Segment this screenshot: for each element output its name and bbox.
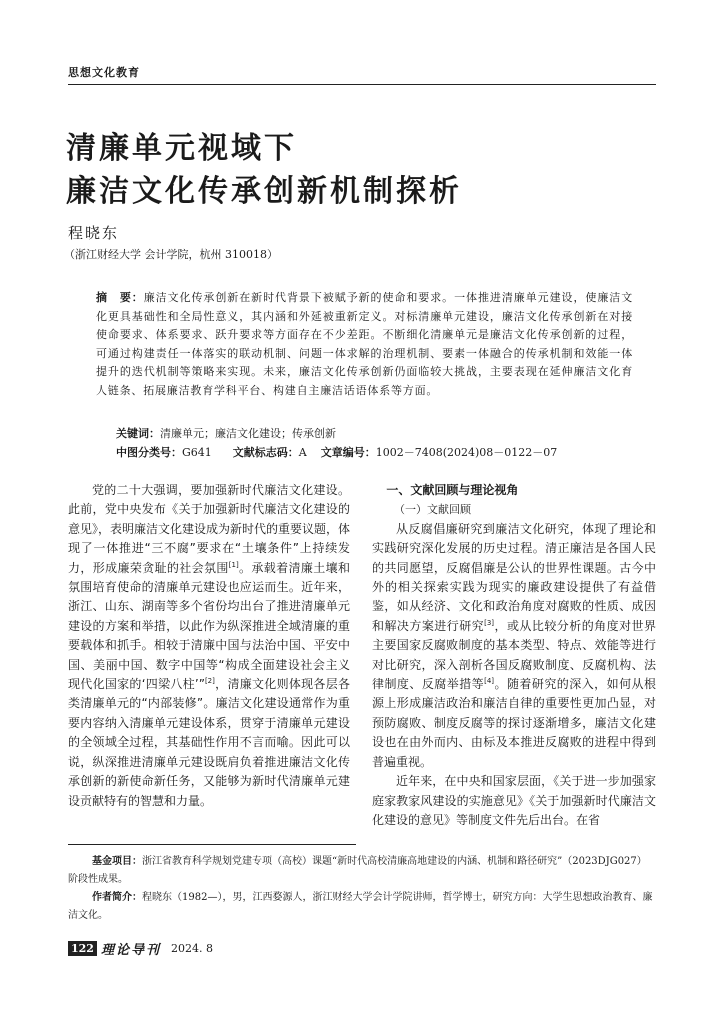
doc-code-label: 文献标志码：: [232, 446, 299, 459]
body-left-column: [68, 481, 350, 811]
keywords-label: 关键词：: [116, 427, 160, 440]
abstract-label: 摘 要：: [96, 291, 144, 304]
abstract-text: 廉洁文化传承创新在新时代背景下被赋予新的使命和要求。一体推进清廉单元建设，使廉洁文化更具基础性和全局性意义，其内涵和外延被重新定义。对标清廉单元建设，廉洁文化传承创新在对接使命要求、体系要求、跃升要求等方面存在不少差距。不断细化清廉单元是廉洁文化传承创新的过程，可通过构建责任一体落实的联动机制、问题一体求解的治理机制、要素一体融合的传承机制和效能一体提升的迭代机制等策略来实现。未来，廉洁文化传承创新仍面临较大挑战，主要表现在延伸廉洁文化育人链条、拓展廉洁教育学科平台、构建自主廉洁话语体系等方面。: [96, 291, 634, 397]
clc-label: 中图分类号：: [116, 446, 182, 459]
issue-label: 2024. 8: [170, 941, 213, 955]
fund-text: 浙江省教育科学规划党建专项（高校）课题“新时代高校清廉高地建设的内涵、机制和路径研究”（2023DJG027）阶段性成果。: [68, 856, 647, 885]
article-no-value: 1002－7408(2024)08－0122－07: [375, 446, 558, 459]
author-note: [68, 889, 656, 925]
title-line-1: 清廉单元视域下: [66, 131, 297, 166]
fund-label: 基金项目：: [92, 856, 142, 867]
citation: [3]: [484, 618, 495, 627]
subsection-heading: （一）文献回顾: [394, 503, 471, 517]
footnotes: [68, 853, 656, 925]
journal-name: 理论导刊: [100, 942, 161, 958]
author-name: 程晓东: [68, 224, 120, 242]
citation: [2]: [204, 677, 215, 686]
doc-code-value: A: [298, 446, 307, 459]
citation: [4]: [484, 677, 495, 686]
classification-line: [116, 444, 557, 460]
page-number: 122: [68, 941, 97, 956]
author-affiliation: （浙江财经大学 会计学院，杭州 310018）: [64, 248, 278, 261]
text-run: 。承载着清廉土壤和氛围培育使命的清廉单元建设也应运而生。近年来，浙江、山东、湖南等多个省份均出台了推进清廉单元建设的方案和举措，以此作为纵深推进全域清廉的重要载体和抓手。相较于清廉中国与法治中国、平安中国、美丽中国、数字中国等“构成全面建设社会主义现代化国家的‘四梁八柱’”: [68, 560, 350, 692]
citation: [1]: [228, 560, 239, 569]
keywords-text: 清廉单元；廉洁文化建设；传承创新: [160, 427, 336, 440]
author-bio-text: 程晓东（1982—），男，江西婺源人，浙江财经大学会计学院讲师，哲学博士，研究方向：大学生思想政治教育、廉洁文化。: [68, 892, 653, 921]
text-run: 党的二十大强调，要加强新时代廉洁文化建设。此前，党中央发布《关于加强新时代廉洁文化建设的意见》，表明廉洁文化建设成为新时代的重要议题，体现了一体推进“三不腐”要求在“土壤条件”上持续发力，形成廉荣贪耻的社会氛围: [68, 483, 351, 575]
text-run: 从反腐倡廉研究到廉洁文化研究，体现了理论和实践研究深化发展的历史过程。清正廉洁是各国人民的共同愿望，反腐倡廉是公认的世界性课题。古今中外的相关探索实践为现实的廉政建设提供了有益借鉴，如从经济、文化和政治角度对腐败的性质、成因和解决方案进行研究: [372, 521, 656, 633]
footnote-rule: [68, 844, 356, 845]
journal-section-label: 思想文化教育: [68, 66, 140, 79]
text-run: 。随着研究的深入，如何从根源上形成廉洁政治和廉洁自律的重要性更加凸显，对预防腐败、制度反腐等的探讨逐渐增多，廉洁文化建设也在由外而内、由标及本推进反腐败的进程中得到普遍重视。: [372, 677, 656, 769]
paragraph: 近年来，在中央和国家层面，《关于进一步加强家庭家教家风建设的实施意见》《关于加强新时代廉洁文化建设的意见》等制度文件先后出台。在省: [372, 774, 656, 827]
text-run: ，或从比较分析的角度对世界主要国家反腐败制度的基本类型、特点、效能等进行对比研究，深入剖析各国反腐败制度、反腐机构、法律制度、反腐举措等: [372, 618, 656, 692]
paragraph: [372, 520, 656, 772]
title-line-2: 廉洁文化传承创新机制探析: [66, 174, 462, 209]
paragraph: [68, 481, 350, 811]
clc-value: G641: [182, 446, 212, 459]
page-footer: [68, 938, 213, 958]
header-rule: [68, 84, 656, 85]
article-title: [66, 127, 462, 213]
article-no-label: 文章编号：: [320, 446, 376, 459]
text-run: ，清廉文化则体现各层各类清廉单元的“内部装修”。廉洁文化建设通常作为重要内容纳入清廉单元建设体系，贯穿于清廉单元建设的全领域全过程，其基础性作用不言而喻。因此可以说，纵深推进清廉单元建设既肩负着推进廉洁文化传承创新的新使命新任务，又能够为新时代清廉单元建设贡献特有的智慧和力量。: [68, 677, 350, 808]
keywords: [116, 425, 336, 441]
author-bio-label: 作者简介：: [92, 892, 142, 903]
abstract: [96, 289, 633, 401]
body-right-column: [372, 481, 656, 830]
fund-note: [68, 853, 656, 889]
section-heading: 一、文献回顾与理论视角: [386, 483, 519, 497]
